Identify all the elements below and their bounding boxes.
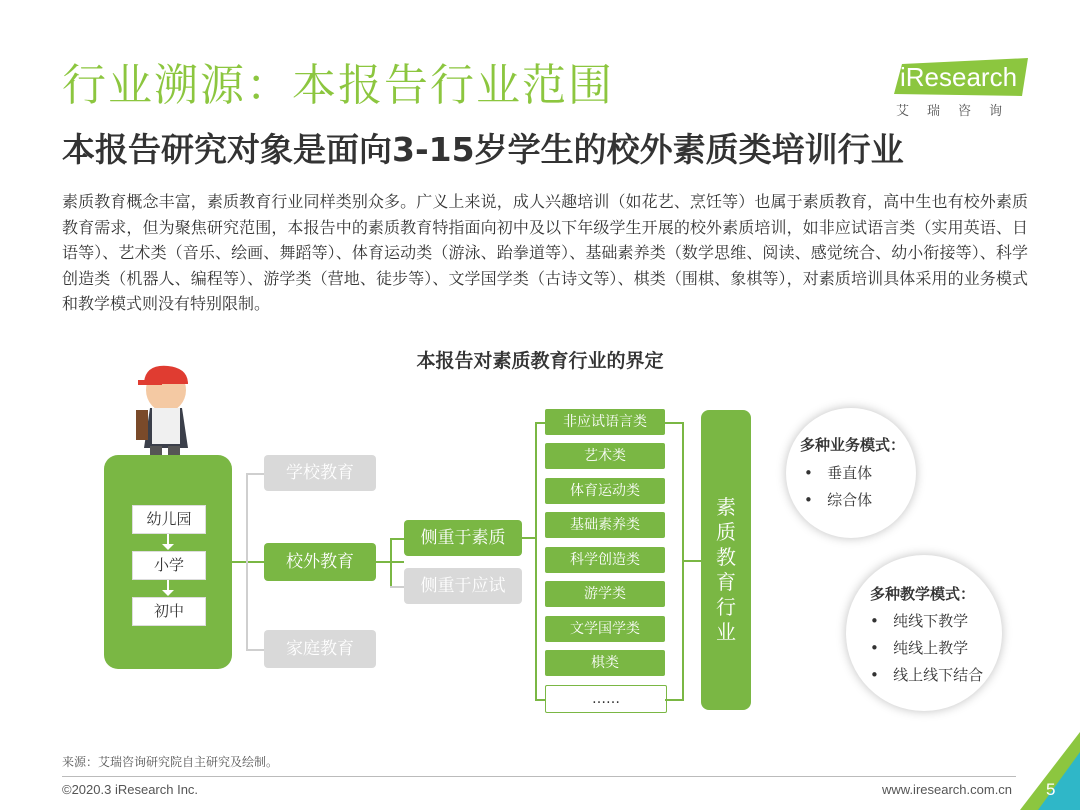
connector-line bbox=[246, 649, 264, 651]
iresearch-logo bbox=[890, 58, 1030, 128]
connector-line bbox=[683, 560, 701, 562]
business-mode-title: 多种业务模式： bbox=[800, 436, 906, 454]
page-title: 行业溯源：本报告行业范围 bbox=[62, 60, 614, 111]
school-education-box: 学校教育 bbox=[264, 455, 376, 491]
category-item: 体育运动类 bbox=[545, 478, 665, 504]
connector-line bbox=[232, 561, 264, 563]
connector-line bbox=[390, 538, 404, 540]
family-education-box: 家庭教育 bbox=[264, 630, 376, 668]
offcampus-education-box: 校外教育 bbox=[264, 543, 376, 581]
teaching-mode-item: • 纯线上教学 bbox=[870, 639, 969, 657]
logo-text: iResearch bbox=[900, 62, 1018, 92]
website-link[interactable]: www.iresearch.com.cn bbox=[882, 782, 1013, 797]
teaching-mode-item: • 线上线下结合 bbox=[870, 666, 984, 684]
industry-box bbox=[701, 410, 751, 710]
connector-line bbox=[390, 538, 392, 586]
category-item: 非应试语言类 bbox=[545, 409, 665, 435]
bracket-line bbox=[535, 422, 537, 700]
bracket-line bbox=[535, 699, 545, 701]
category-item: 基础素养类 bbox=[545, 512, 665, 538]
footer-divider bbox=[62, 776, 1016, 777]
teaching-mode-bubble bbox=[846, 555, 1002, 711]
focus-quality-box: 侧重于素质 bbox=[404, 520, 522, 556]
arrow-down-icon bbox=[167, 534, 169, 544]
connector-line bbox=[522, 537, 536, 539]
category-item: 科学创造类 bbox=[545, 547, 665, 573]
page-number: 5 bbox=[1046, 780, 1056, 799]
industry-label: 素 质 教 育 行 业 bbox=[716, 495, 736, 644]
category-item: 艺术类 bbox=[545, 443, 665, 469]
copyright: ©2020.3 iResearch Inc. bbox=[62, 782, 199, 797]
stage-kindergarten: 幼儿园 bbox=[132, 505, 206, 534]
bracket-line bbox=[665, 699, 683, 701]
category-item: 游学类 bbox=[545, 581, 665, 607]
teaching-mode-title: 多种教学模式： bbox=[870, 585, 976, 603]
bracket-line bbox=[665, 422, 683, 424]
stage-junior: 初中 bbox=[132, 597, 206, 626]
student-stage-panel bbox=[104, 455, 232, 669]
business-mode-bubble bbox=[786, 408, 916, 538]
diagram-title: 本报告对素质教育行业的界定 bbox=[416, 350, 664, 372]
logo-subtext: 艾瑞咨询 bbox=[896, 104, 1021, 119]
connector-line bbox=[390, 586, 404, 588]
business-mode-item: • 垂直体 bbox=[804, 464, 873, 482]
connector-line bbox=[246, 473, 264, 475]
focus-exam-box: 侧重于应试 bbox=[404, 568, 522, 604]
stage-primary: 小学 bbox=[132, 551, 206, 580]
category-item-more: …… bbox=[545, 685, 667, 713]
intro-paragraph: 素质教育概念丰富，素质教育行业同样类别众多。广义上来说，成人兴趣培训（如花艺、烹饪等）也属于素质教育，高中生也有校外素质教育需求，但为聚焦研究范围，本报告中的素质教育特指面向初中及以下年级学生开展的校外素质培训，如非应试语言类（实用英语、日语等）、艺术类（音乐、绘画、舞蹈等）、体育运动类（游泳、跆拳道等）、基础素养类（数学思维、阅读、感觉统合、幼小衔接等）、科学创造类（机器人、编程等）、游学类（营地、徒步等）、文学国学类（古诗文等）、棋类（围棋、象棋等），对素质培训具体采用的业务模式和教学模式则没有特别限制。 bbox=[62, 192, 1028, 313]
bracket-line bbox=[535, 422, 545, 424]
source-note: 来源：艾瑞咨询研究院自主研究及绘制。 bbox=[62, 755, 279, 769]
teaching-mode-item: • 纯线下教学 bbox=[870, 612, 969, 630]
connector-line bbox=[246, 473, 248, 649]
arrow-down-icon bbox=[167, 580, 169, 590]
category-item: 文学国学类 bbox=[545, 616, 665, 642]
arrowhead-icon bbox=[162, 590, 174, 596]
category-item: 棋类 bbox=[545, 650, 665, 676]
arrowhead-icon bbox=[162, 544, 174, 550]
page-subtitle: 本报告研究对象是面向3-15岁学生的校外素质类培训行业 bbox=[62, 130, 904, 169]
business-mode-item: • 综合体 bbox=[804, 491, 873, 509]
